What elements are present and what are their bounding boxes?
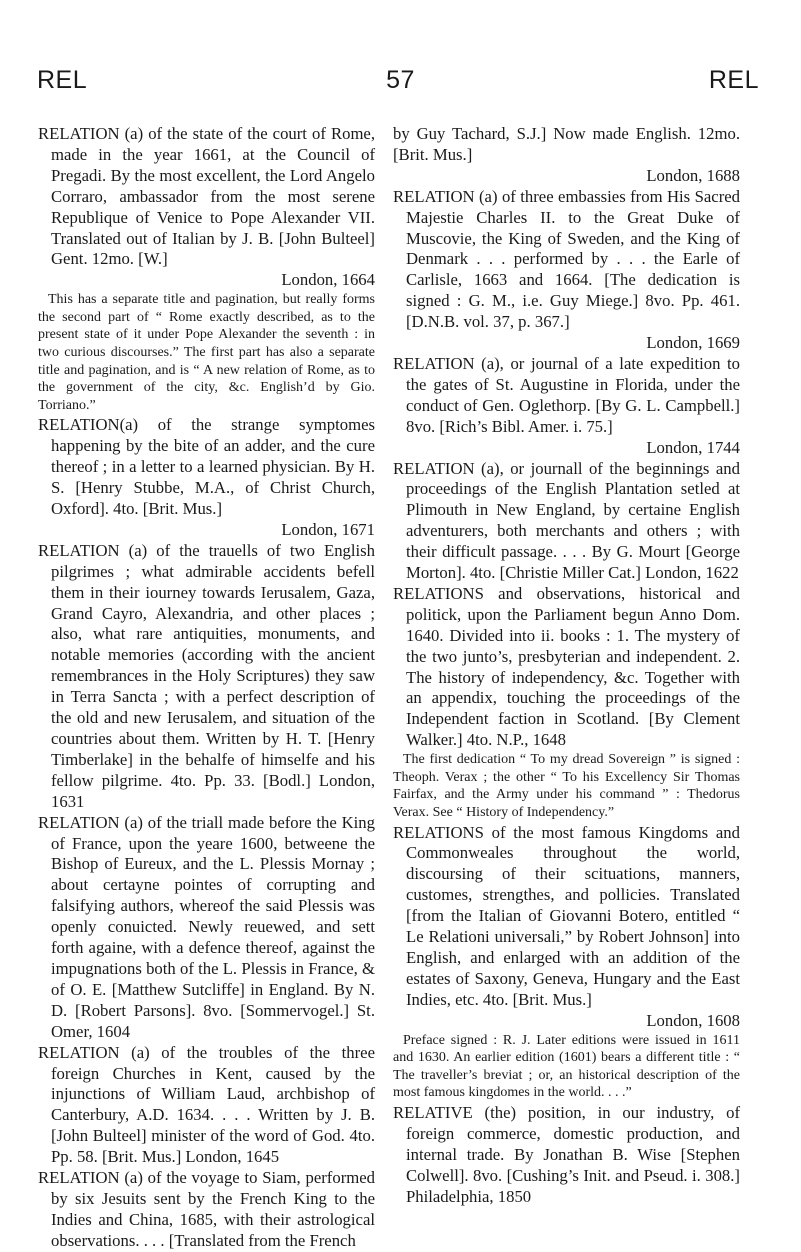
entry-imprint: London, 1688 — [646, 165, 740, 185]
header-right: REL — [708, 66, 759, 94]
entry: RELATION(a) of the strange symptomes happening by the bite of an adder, and the cure thereof ; in a letter to a learned physician. By H. S. [Henry Stubbe, M.A., of Christ Church, Oxford]. 4to. [Brit. Mus.] London, 1671 — [38, 415, 375, 539]
entry-continued: by Guy Tachard, S.J.] Now made English. 12mo. [Brit. Mus.] London, 1688 — [393, 124, 740, 185]
entry-imprint: London, 1664 — [281, 270, 375, 290]
running-header — [0, 66, 801, 96]
entry: RELATION (a) of the triall made before the King of France, upon the yeare 1600, betweene the Bishop of Eureux, and the L. Plessis Mornay ; about certayne pointes of corrupting and falsifying authors, whereof the said Plessis was openly conuicted. Newly reuewed, and sett forth againe, with a defence thereof, against the impugnations both of the L. Plessis in France, & of O. E. [Matthew Sutcliffe] in England. By N. D. [Robert Parsons]. 8vo. [Sommervogel.] St. Omer, 1604 — [38, 812, 375, 1041]
header-left: REL — [37, 66, 88, 94]
entry-note: The first dedication “ To my dread Sovereign ” is signed : Theoph. Verax ; the other “ To his Excellency Sir Thomas Fairfax, and the Army under his command ” : Thedorus Verax. See “ History of Independency.” — [393, 752, 740, 820]
entry-note: Preface signed : R. J. Later editions were issued in 1611 and 1630. An earlier edition (1601) bears a different title : “ The traveller’s breviat ; or, an historical description of the most famous kingdomes in the world. . . .” — [393, 1032, 740, 1101]
entry: RELATION (a), or journal of a late expedition to the gates of St. Augustine in Florida, under the conduct of Gen. Oglethorp. [By G. L. Campbell.] 8vo. [Rich’s Bibl. Amer. i. 75.] London, 1744 — [393, 353, 740, 457]
entry: RELATION (a) of three embassies from His Sacred Majestie Charles II. to the Great Duke of Muscovie, the King of Sweden, and the King of Denmark . . . performed by . . . the Earle of Carlisle, 1663 and 1664. [The dedication is signed : G. M., i.e. Guy Miege.] 8vo. Pp. 461. [D.N.B. vol. 37, p. 367.] London, 1669 — [393, 186, 740, 353]
entry-imprint: London, 1669 — [646, 333, 740, 353]
page-number: 57 — [386, 66, 415, 94]
entry-imprint: London, 1744 — [646, 437, 740, 457]
entry: RELATIVE (the) position, in our industry, of foreign commerce, domestic production, and internal trade. By Jonathan B. Wise [Stephen Colwell]. 8vo. [Cushing’s Init. and Pseud. i. 308.] Philadelphia, 1850 — [393, 1103, 740, 1206]
entry: RELATION (a) of the voyage to Siam, performed by six Jesuits sent by the French King to the Indies and China, 1685, with their astrological observations. . . . [Translated from the French — [38, 1168, 375, 1250]
entry: RELATION (a), or journall of the beginnings and proceedings of the English Plantation setled at Plimouth in New England, by certaine English adventurers, both merchants and others ; with their difficult passage. . . . By G. Mourt [George Morton]. 4to. [Christie Miller Cat.] London, 1622 — [393, 458, 740, 583]
entry-note: This has a separate title and pagination, but really forms the second part of “ Rome exactly described, as to the present state of it under Pope Alexander the seventh : in two curious discourses.” The first part has also a separate title and pagination, and is “ A new relation of Rome, as to the government of the city, &c. English’d by Gio. Torriano.” — [38, 292, 375, 413]
entry-imprint: London, 1671 — [281, 519, 375, 539]
entry: RELATION (a) of the troubles of the three foreign Churches in Kent, caused by the injunctions of William Laud, archbishop of Canterbury, A.D. 1634. . . . Written by J. B. [John Bulteel] minister of the word of God. 4to. Pp. 58. [Brit. Mus.] London, 1645 — [38, 1042, 375, 1167]
entry-imprint: London, 1608 — [646, 1010, 740, 1030]
entry: RELATIONS and observations, historical and politick, upon the Parliament begun Anno Dom. 1640. Divided into ii. books : 1. The mystery of the two junto’s, presbyterian and independent. 2. The history of independency, &c. Together with an appendix, touching the proceedings of the Independent faction in Scotland. [By Clement Walker.] 4to. N.P., 1648 — [393, 583, 740, 750]
entry: RELATIONS of the most famous Kingdoms and Commonweales throughout the world, discoursing of their scituations, manners, customes, strengthes, and pollicies. Translated [from the Italian of Giovanni Botero, entitled “ Le Relationi universali,” by Robert Johnson] into English, and enlarged with an addition of the estates of Saxony, Geneva, Hungary and the East Indies, etc. 4to. [Brit. Mus.] London, 1608 — [393, 822, 740, 1030]
entry: RELATION (a) of the trauells of two English pilgrimes ; what admirable accidents befell them in their iourney towards Ierusalem, Gaza, Grand Cayro, Alexandria, and other places ; also, what rare antiquities, monuments, and notable memories (according with the ancient remembrances in the Holy Scriptures) they saw in Terra Sancta ; with a perfect description of the old and new Ierusalem, and situation of the countries about them. Written by H. T. [Henry Timberlake] in the behalfe of himselfe and his fellow pilgrime. 4to. Pp. 33. [Bodl.] London, 1631 — [38, 540, 375, 811]
entry: RELATION (a) of the state of the court of Rome, made in the year 1661, at the Council of Pregadi. By the most excellent, the Lord Angelo Corraro, ambassador from the most serene Republique of Venice to Pope Alexander VII. Translated out of Italian by J. B. [John Bulteel] Gent. 12mo. [W.] London, 1664 — [38, 124, 375, 290]
right-column — [393, 124, 740, 1208]
left-column — [38, 124, 375, 1252]
